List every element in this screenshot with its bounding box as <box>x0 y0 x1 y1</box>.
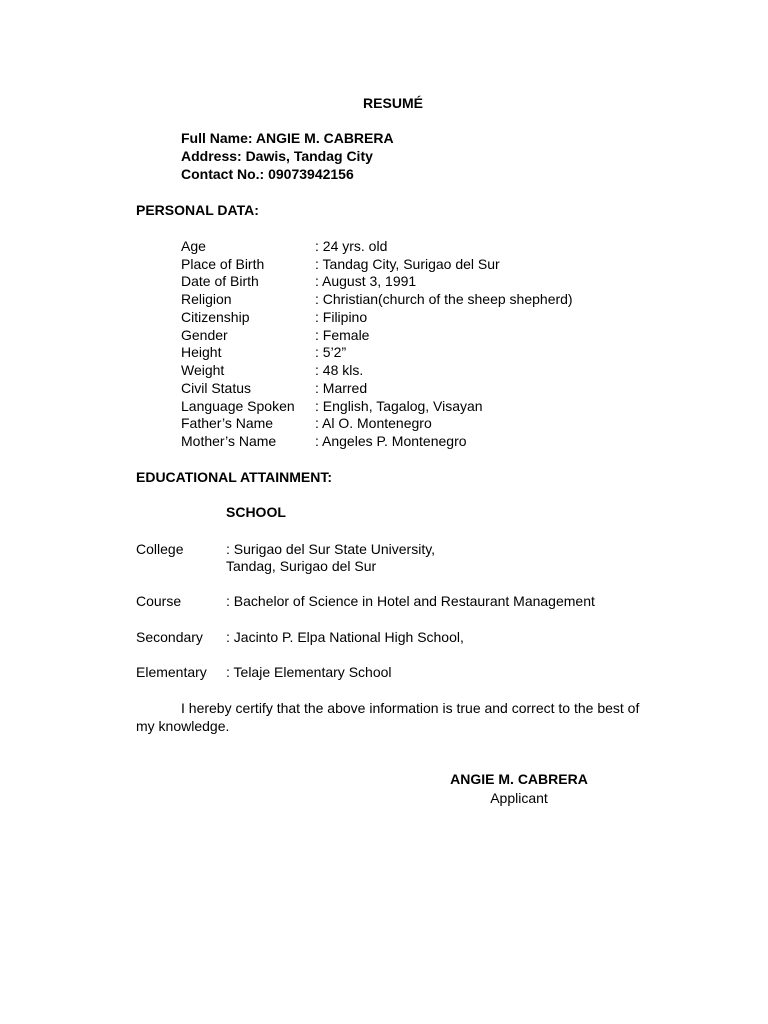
personal-label: Height <box>181 344 222 360</box>
school-heading: SCHOOL <box>226 504 286 520</box>
personal-label: Religion <box>181 291 232 307</box>
college-value: : Surigao del Sur State University, <box>226 541 436 557</box>
course-value: : Bachelor of Science in Hotel and Restaurant Management <box>226 593 595 609</box>
college-location: Tandag, Surigao del Sur <box>226 558 377 574</box>
personal-value: : Filipino <box>315 309 368 325</box>
personal-data-heading: PERSONAL DATA: <box>136 202 259 218</box>
personal-value: : Marred <box>315 380 368 396</box>
secondary-value: : Jacinto P. Elpa National High School, <box>226 629 464 645</box>
personal-label: Civil Status <box>181 380 252 396</box>
personal-value: : Al O. Montenegro <box>315 415 432 431</box>
personal-label: Weight <box>181 362 225 378</box>
contact-number: Contact No.: 09073942156 <box>181 166 354 182</box>
personal-label: Gender <box>181 327 228 343</box>
address: Address: Dawis, Tandag City <box>181 148 373 164</box>
signature-name: ANGIE M. CABRERA <box>450 771 588 787</box>
personal-value: : August 3, 1991 <box>315 273 417 289</box>
personal-label: Mother’s Name <box>181 433 277 449</box>
personal-value: : Christian(church of the sheep shepherd) <box>315 291 573 307</box>
course-label: Course <box>136 593 182 609</box>
personal-label: Place of Birth <box>181 256 265 272</box>
education-heading: EDUCATIONAL ATTAINMENT: <box>136 469 332 485</box>
personal-value: : 5’2” <box>315 344 347 360</box>
personal-value: : Tandag City, Surigao del Sur <box>315 256 500 272</box>
signature-role: Applicant <box>490 790 548 806</box>
certification-line-1: I hereby certify that the above information is true and correct to the best of <box>181 700 640 716</box>
secondary-label: Secondary <box>136 629 203 645</box>
personal-value: : Female <box>315 327 370 343</box>
certification-line-2: my knowledge. <box>136 718 230 734</box>
personal-label: Language Spoken <box>181 398 295 414</box>
personal-value: : 24 yrs. old <box>315 238 388 254</box>
personal-label: Age <box>181 238 206 254</box>
personal-label: Citizenship <box>181 309 250 325</box>
elementary-label: Elementary <box>136 664 207 680</box>
personal-value: : 48 kls. <box>315 362 364 378</box>
college-label: College <box>136 541 184 557</box>
personal-value: : Angeles P. Montenegro <box>315 433 467 449</box>
personal-value: : English, Tagalog, Visayan <box>315 398 483 414</box>
personal-label: Father’s Name <box>181 415 274 431</box>
document-title: RESUMÉ <box>363 95 423 111</box>
full-name: Full Name: ANGIE M. CABRERA <box>181 130 394 146</box>
personal-label: Date of Birth <box>181 273 259 289</box>
elementary-value: : Telaje Elementary School <box>226 664 392 680</box>
